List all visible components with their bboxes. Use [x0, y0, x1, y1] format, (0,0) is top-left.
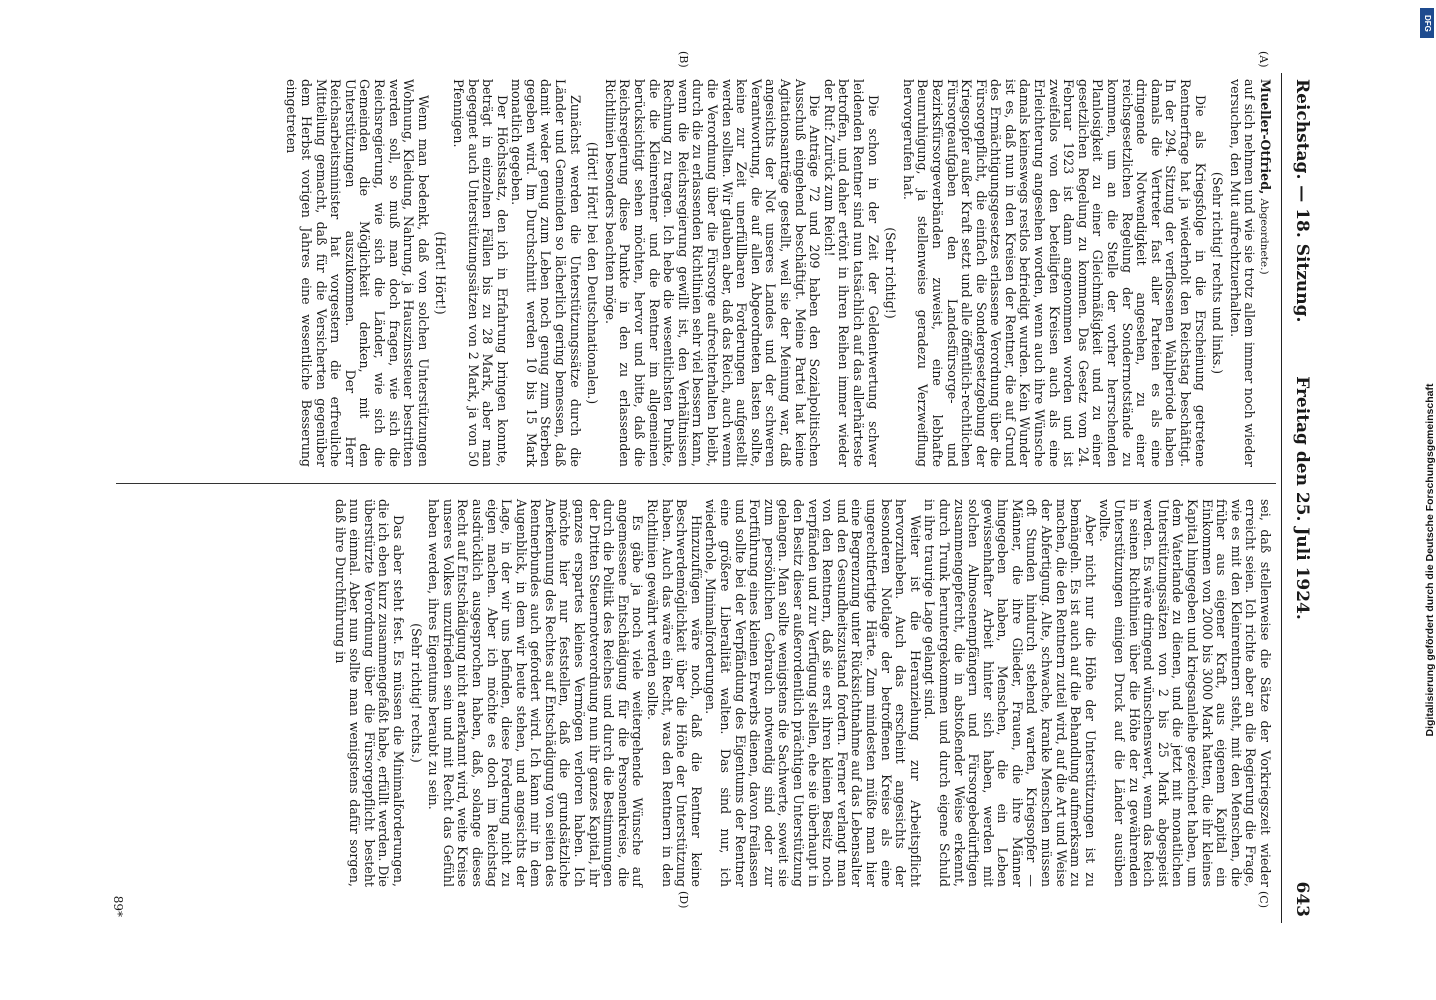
- interjection: (Hört! Hört!): [433, 231, 449, 315]
- paragraph: Zunächst werden die Unterstützungssätze durch die Länder und Gemeinden so lächerlich gering bemessen, daß damit weder genug zum Leben noch genug zum Sterben gegeben wird. Im Durchschnitt werden 10 bis 15 Mark monatlich gegeben.: [509, 79, 583, 467]
- paragraph: Hinzuzufügen wäre noch, daß die Rentner keine Beschwerdemöglichkeit über die Höhe der Unterstützung haben. Auch das wäre ein Recht, was den Rentnern in den Richtlinien gewährt werden sollte.: [645, 499, 704, 887]
- column-divider: [116, 483, 1276, 484]
- paragraph: auf sich nehmen und wie sie trotz allem immer noch wieder versuchen, den Mut aufrechtzuerhalten.: [1227, 79, 1258, 467]
- paragraph: Der Höchstsatz, den ich in Erfahrung bringen konnte, beträgt in einzelnen Fällen bis zu 28 Mark, aber man begegnet auch Unterstützungssätzen von 2 Mark, ja von 50 Pfennigen.: [450, 79, 510, 467]
- interjection: (Sehr richtig! rechts und links.): [1210, 171, 1226, 375]
- header-rule: [1281, 73, 1282, 923]
- interjection: (Sehr richtig! rechts.): [408, 623, 424, 763]
- interjection: (Hört! Hört! bei den Deutschnationalen.): [585, 141, 601, 405]
- margin-marker-b: (B): [677, 51, 690, 68]
- paragraph: Aber nicht nur die Höhe der Unterstützungen ist zu bemängeln. Es ist auch auf die Behandlung aufmerksam zu machen, die den Rentnern zuteil wird, auf die Art und Weise der Abfertigung. Alte, schwache, kranke Menschen müssen oft Stunden hindurch stehend warten, Kriegsopfer — Männer, die ihre Glieder, Frauen, die ihre Männer hingegeben haben, Menschen, die ein Leben gewissenhafter Arbeit hinter sich haben, werden mit solchen Almosenempfängern und Fürsorgebedürftigen zusammengepfercht, die in abstoßender Weise erkennt, durch Trunk heruntergekommen und durch eigene Schuld in ihre traurige Lage gelangt sind.: [922, 499, 1098, 887]
- interjection: (Sehr richtig!): [883, 227, 899, 319]
- margin-marker-a: (A): [1257, 51, 1270, 68]
- margin-marker-c: (C): [1257, 891, 1270, 908]
- right-column: [332, 499, 1272, 887]
- digitization-credit: Digitalisierung gefördert durch die Deutsche Forschungsgemeinschaft: [1424, 383, 1436, 737]
- paragraph: Weiter ist die Heranziehung zur Arbeitspflicht hervorzuheben. Auch das erscheint angesichts der besonderen Notlage der betroffenen Kreise als eine ungerechtfertigte Härte. Zum mindesten müßte man hier eine Begrenzung unter Rücksichtnahme auf das Lebensalter und den Gesundheitszustand fordern. Ferner verlangt man von den Rentnern, daß sie erst ihren kleinen Besitz noch verpfänden und zur Verfügung stellen, ehe sie überhaupt in den Besitz dieser außerordentlich prächtigen Unterstützung gelangen. Man sollte wenigstens die Sachwerte, soweit sie zum persönlichen Gebrauch notwendig sind oder zur Fortführung eines kleinen Erwerbs dienen, davon freilassen und sollte bei der Verpfändung des Eigentums der Rentner eine größere Liberalität walten. Das sind nur, ich wiederhole, Minimalforderungen.: [703, 499, 923, 887]
- page-header: [1286, 73, 1312, 923]
- dfg-logo: DFG: [1420, 8, 1434, 38]
- speaker-line: [1256, 79, 1272, 467]
- paragraph: Die schon in der Zeit der Geldentwertung schwer leidenden Rentner sind nun tatsächlich auf das allerhärteste betroffen, und daher ertönt in ihren Reihen immer wieder der Ruf: Zurück zum Reich!: [821, 79, 881, 467]
- paragraph: Wenn man bedenkt, daß von solchen Unterstützungen Wohnung, Kleidung, Nahrung, ja Hauszinssteuer bestritten werden soll, so muß man doch fragen, wie sich die Reichsregierung, wie sich die Länder, wie sich die Gemeinden die Möglichkeit denken, mit den Unterstützungen auszukommen. Der Herr Reichsarbeitsminister hat vorgestern die erfreuliche Mitteilung gemacht, daß für die Versicherten gegenüber dem Herbst vorigen Jahres eine wesentliche Besserung eingetreten: [284, 79, 431, 467]
- paragraph: sei, daß stellenweise die Sätze der Vorkriegszeit wieder erreicht seien. Ich richte aber an die Regierung die Frage, wie es mit den Kleinrentnern steht, mit den Menschen, die früher aus eigener Kraft, aus eigenem Kapital ein Einkommen von 2000 bis 3000 Mark hatten, die ihr kleines Kapital hingegeben und kriegsanleihe gezeichnet haben, um dem Vaterlande zu dienen, und die jetzt mit monatlichen Unterstützungssätzen von 2 bis 25 Mark abgespeist werden. Es wäre dringend wünschenswert, wenn das Reich in seinen Richtlinien über die Höhe der zu gewährenden Unterstützungen einigen Druck auf die Länder ausüben wollte.: [1097, 499, 1273, 887]
- paragraph: Die Anträge 72 und 209 haben den Sozialpolitischen Ausschuß eingehend beschäftigt. Meine Partei hat keine Agitationsanträge gestellt, weil sie der Meinung war, daß angesichts der Not unseres Landes und der schweren Verantwortung, die auf allen Abgeordneten lasten sollte, keine zur Zeit unerfüllbaren Forderungen aufgestellt werden sollten. Wir glauben aber, daß das Reich, auch wenn die Verordnung über die Fürsorge aufrechterhalten bleibt, durch die zu erlassenden Richtlinien sehr viel bessern kann, wenn die Reichsregierung gewillt ist, den Verhältnissen Rechnung zu tragen. Ich hebe die wesentlichsten Punkte, die die Kleinrentner und die Rentner im allgemeinen berücksichtigt sehen möchten, hervor und bitte, daß die Reichsregierung diese Punkte in den zu erlassenden Richtlinien besonders beachten möge.: [602, 79, 823, 467]
- header-session: Reichstag. — 18. Sitzung.: [1292, 79, 1312, 323]
- speaker-name: Mueller-Otfried,: [1258, 79, 1273, 195]
- speaker-role: Abgeordnete.): [1258, 198, 1270, 275]
- margin-marker-d: (D): [677, 891, 690, 909]
- paragraph: Das aber steht fest. Es müssen die Minimalforderungen, die ich eben kurz zusammengefaßt habe, erfüllt werden. Die überstürzte Verordnung über die Fürsorgepflicht besteht nun einmal. Aber nun sollte man wenigstens dafür sorgen, daß ihre Durchführung in: [332, 499, 406, 887]
- page-number: 643: [1292, 881, 1312, 917]
- left-column: [284, 79, 1272, 467]
- paragraph: Es gäbe ja noch viele weitergehende Wünsche auf angemessene Entschädigung für die Personenkreise, die durch die Politik des Reiches und durch die Bestimmungen der Dritten Steuernotverordnung nun ihr ganzes Kapital, ihr ganzes erspartes kleines Vermögen verloren haben. Ich möchte hier nur feststellen, daß die grundsätzliche Anerkennung des Rechtes auf Entschädigung von seiten des Rentnerbundes auch gefordert wird. Ich kann mir in dem Augenblick, in dem wir heute stehen, und angesichts der Lage, in der wir uns befinden, diese Forderung nicht zu eigen machen. Aber ich möchte es doch im Reichstag ausdrücklich ausgesprochen haben, daß, solange dieses Recht auf Entschädigung nicht anerkannt wird, weite Kreise unseres Volkes unzufrieden sein und mit Recht das Gefühl haben werden, ihres Eigentums beraubt zu sein.: [426, 499, 646, 888]
- paragraph: Die als Kriegsfolge in die Erscheinung getretene Rentnerfrage hat ja wiederholt den Reichstag beschäftigt. In der 294. Sitzung der verflossenen Wahlperiode haben damals die Vertreter fast aller Parteien es als eine dringende Notwendigkeit angesehen, zu einer reichsgesetzlichen Regelung der Sonderrnotstände zu kommen, um an die Stelle der vorher herrschenden Planlosigkeit zu einer Gleichmäßigkeit und zu einer gesetzlichen Regelung zu kommen. Das Gesetz vom 24. Februar 1923 ist dann angenommen worden und ist zweifellos von den beteiligten Kreisen auch als eine Erleichterung angesehen worden, wenn auch ihre Wünsche damals keineswegs restlos befriedigt wurden. Kein Wunder ist es, daß nun in den Kreisen der Rentner, die auf Grund des Ermächtigungsgesetzes erlassene Verordnung über die Fürsorgepflicht, die einfach die Sondergesetzgebung der Kriegsopfer außer Kraft setzt und alle öffentlich-rechtlichen Fürsorgeaufgaben den Landesfürsorge- und Bezirksfürsorgeverbänden zuweist, eine lebhafte Beunruhigung, ja stellenweise geradezu Verzweiflung hervorgerufen hat.: [900, 79, 1208, 467]
- footer-mark: 89*: [111, 895, 125, 917]
- header-date: Freitag den 25. Juli 1924.: [1292, 376, 1312, 620]
- scanned-page: [100, 51, 1330, 923]
